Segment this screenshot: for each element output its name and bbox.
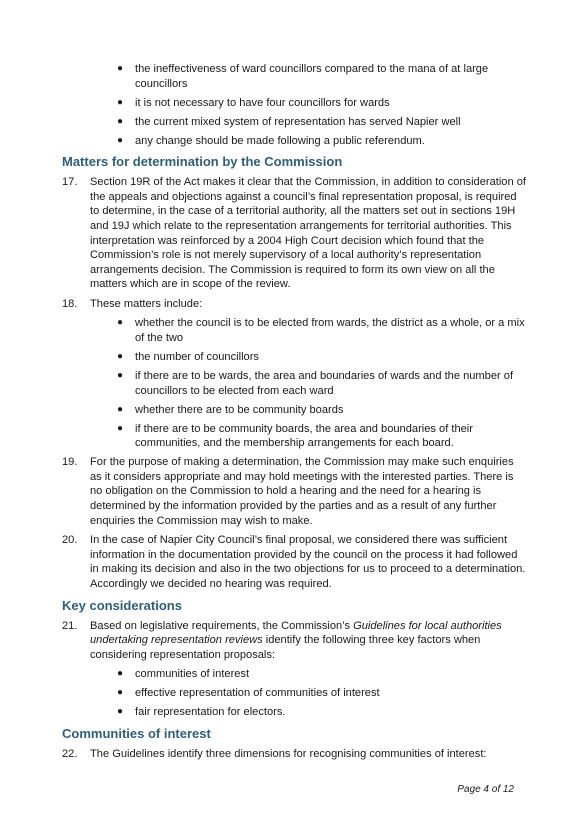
- paragraph-number: 22.: [62, 747, 78, 760]
- paragraph-number: 21.: [62, 619, 78, 632]
- paragraph-21: [62, 619, 526, 663]
- paragraph-text: These matters include:: [90, 297, 203, 310]
- bullet-icon: ●: [117, 351, 124, 363]
- bullet-icon: ●: [117, 317, 124, 329]
- bullet-icon: ●: [117, 422, 124, 434]
- bullet-icon: ●: [117, 115, 124, 127]
- page-number: Page 4 of 12: [457, 784, 514, 795]
- bullet-icon: ●: [117, 96, 124, 108]
- section-heading-key-considerations: Key considerations: [62, 597, 182, 613]
- paragraph-18: [62, 297, 526, 312]
- objection-points-list: [117, 62, 526, 148]
- paragraph-number: 19.: [62, 456, 78, 469]
- matters-list: [117, 316, 526, 450]
- list-item: ● whether the council is to be elected from wards, the district as a whole, or a mix of the two: [117, 317, 525, 345]
- bullet-icon: ●: [117, 134, 124, 146]
- list-item: ● it is not necessary to have four councillors for wards: [117, 96, 390, 109]
- list-item: ● the current mixed system of representation has served Napier well: [117, 115, 461, 128]
- paragraph-text: The Guidelines identify three dimensions for recognising communities of interest:: [90, 747, 487, 760]
- list-item: ● if there are to be community boards, the area and boundaries of their communities, and the membership arrangements for each board.: [117, 422, 473, 450]
- paragraph-text: In the case of Napier City Council’s final proposal, we considered there was sufficient information in the documentation provided by the council on the process it had followed in making its decision and also in the two objections for us to proceed to a determination. Accordingly we decided no hearing was required.: [90, 534, 526, 590]
- bullet-icon: ●: [117, 63, 124, 74]
- paragraph-number: 20.: [62, 534, 78, 547]
- list-item: ● effective representation of communities of interest: [117, 687, 380, 700]
- paragraph-text: Based on legislative requirements, the Commission’s Guidelines for local authorities undertaking representation reviews identify the following three key factors when considering representation proposals:: [90, 619, 502, 661]
- section-heading-communities: Communities of interest: [62, 725, 211, 741]
- paragraph-20: [62, 533, 526, 591]
- paragraph-text: For the purpose of making a determination, the Commission may make such enquiries as it considers appropriate and may hold meetings with the interested parties. There is no obligation on the Commission to hold a hearing and the need for a hearing is determined by the information provided by the parties and as a result of any further enquiries the Commission may wish to make.: [90, 456, 514, 527]
- bullet-icon: ●: [117, 668, 124, 680]
- list-item: ● whether there are to be community boards: [117, 403, 344, 416]
- section-heading-matters: Matters for determination by the Commission: [62, 154, 343, 170]
- list-item: ● communities of interest: [117, 668, 250, 681]
- bullet-icon: ●: [117, 687, 124, 699]
- guidelines-title: Guidelines for local authorities undertaking representation reviews: [90, 619, 502, 647]
- paragraph-19: [62, 455, 526, 528]
- list-item: ● fair representation for electors.: [117, 706, 286, 719]
- list-item: ● if there are to be wards, the area and boundaries of wards and the number of councillors to be elected from each ward: [117, 370, 514, 397]
- paragraph-text: Section 19R of the Act makes it clear that the Commission, in addition to consideration of the appeals and objections against a council’s final representation proposal, is required to determine, in the case of a territorial authority, all the matters set out in sections 19H and 19J which relate to the representation arrangements for territorial authorities. This interpretation was reinforced by a 2004 High Court decision which found that the Commission’s role is not merely supervisory of a local authority’s representation arrangements decision. The Commission is required to form its own view on all the matters which are in scope of the review.: [90, 176, 526, 291]
- key-factors-list: [117, 667, 526, 720]
- paragraph-number: 17.: [62, 176, 78, 189]
- bullet-icon: ●: [117, 706, 124, 718]
- list-item: ● the number of councillors: [117, 351, 259, 364]
- paragraph-number: 18.: [62, 297, 78, 310]
- list-item: ● any change should be made following a public referendum.: [117, 134, 425, 147]
- paragraph-17: [62, 175, 526, 292]
- list-item: ● the ineffectiveness of ward councillors compared to the mana of at large councillors: [117, 63, 489, 90]
- paragraph-22: [62, 747, 526, 762]
- bullet-icon: ●: [117, 403, 124, 415]
- bullet-icon: ●: [117, 370, 124, 382]
